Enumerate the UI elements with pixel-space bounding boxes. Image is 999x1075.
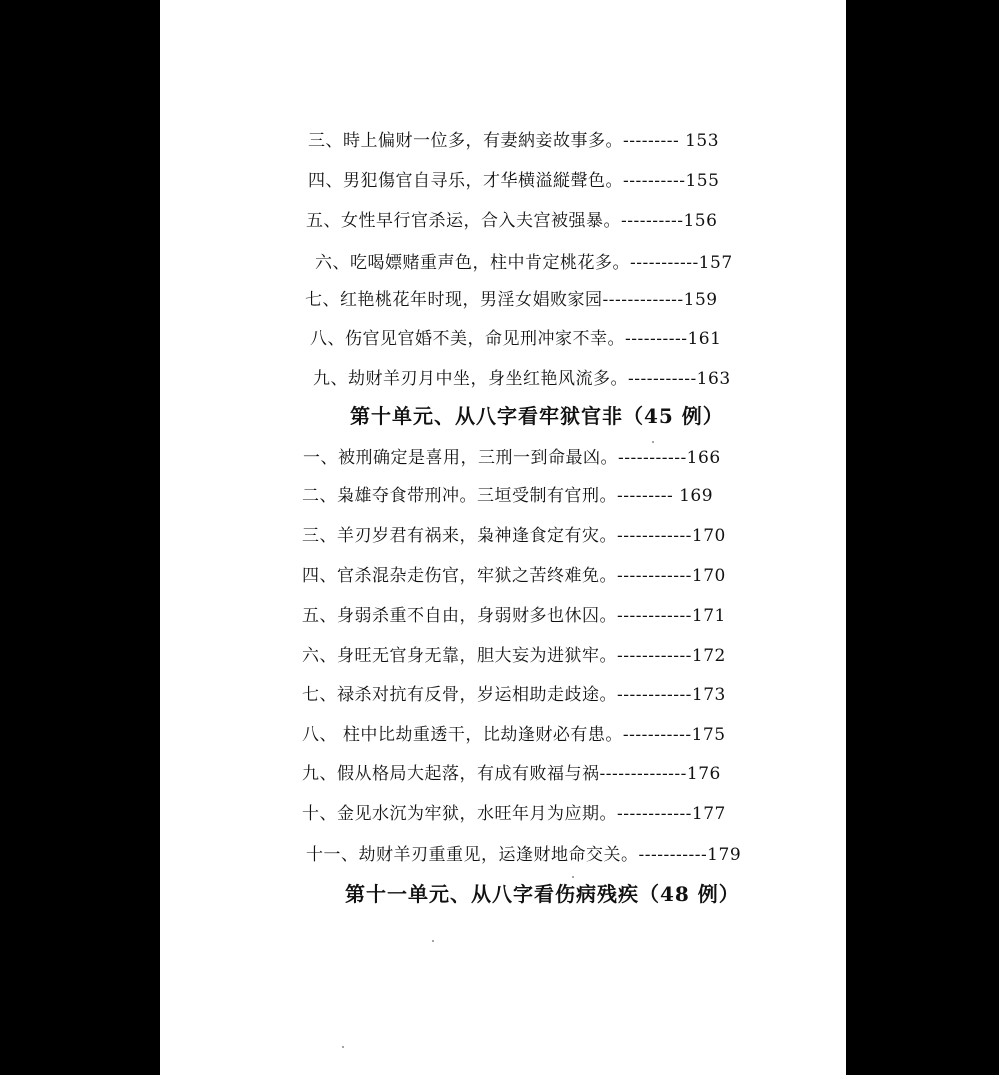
scan-speck	[572, 876, 574, 878]
toc-entry: 十、金见水沉为牢狱，水旺年月为应期。------------177	[302, 804, 726, 824]
toc-entry: 三、時上偏财一位多，有妻納妾故事多。--------- 153	[308, 131, 720, 151]
toc-entry: 六、吃喝嫖赌重声色，柱中肯定桃花多。-----------157	[315, 253, 733, 273]
scan-speck	[342, 1046, 344, 1048]
toc-entry: 一、被刑确定是喜用，三刑一到命最凶。-----------166	[303, 448, 721, 468]
toc-entry: 六、身旺无官身无靠，胆大妄为进狱牢。------------172	[302, 646, 726, 666]
toc-entry: 三、羊刃岁君有祸来，枭神逢食定有灾。------------170	[302, 526, 726, 546]
toc-entry: 五、女性早行官杀运，合入夫宫被强暴。----------156	[306, 211, 718, 231]
scan-speck	[432, 940, 434, 942]
toc-entry: 四、官杀混杂走伤官，牢狱之苦终难免。------------170	[302, 566, 726, 586]
toc-entry: 二、枭雄夺食带刑冲。三垣受制有官刑。--------- 169	[302, 486, 714, 506]
book-page	[160, 0, 846, 1075]
toc-entry: 七、禄杀对抗有反骨，岁运相助走歧途。------------173	[302, 685, 726, 705]
toc-entry: 十一、劫财羊刃重重见，运逢财地命交关。-----------179	[306, 845, 742, 865]
toc-entry: 九、假从格局大起落，有成有败福与祸--------------176	[302, 764, 721, 784]
toc-entry: 四、男犯傷官自寻乐，才华横溢縦聲色。----------155	[308, 171, 720, 191]
toc-entry: 五、身弱杀重不自由，身弱财多也休囚。------------171	[302, 606, 726, 626]
toc-entry: 八、 柱中比劫重透干，比劫逢财必有患。-----------175	[302, 725, 726, 745]
toc-entry: 九、劫财羊刃月中坐，身坐红艳风流多。-----------163	[313, 369, 731, 389]
section-heading-11: 第十一单元、从八字看伤病残疾（48 例）	[345, 882, 740, 906]
toc-entry: 七、红艳桃花年时现，男淫女娼败家园-------------159	[305, 290, 718, 310]
toc-entry: 八、伤官见官婚不美，命见刑冲家不幸。----------161	[310, 329, 722, 349]
section-heading-10: 第十单元、从八字看牢狱官非（45 例）	[350, 404, 724, 428]
scan-speck	[652, 441, 654, 443]
